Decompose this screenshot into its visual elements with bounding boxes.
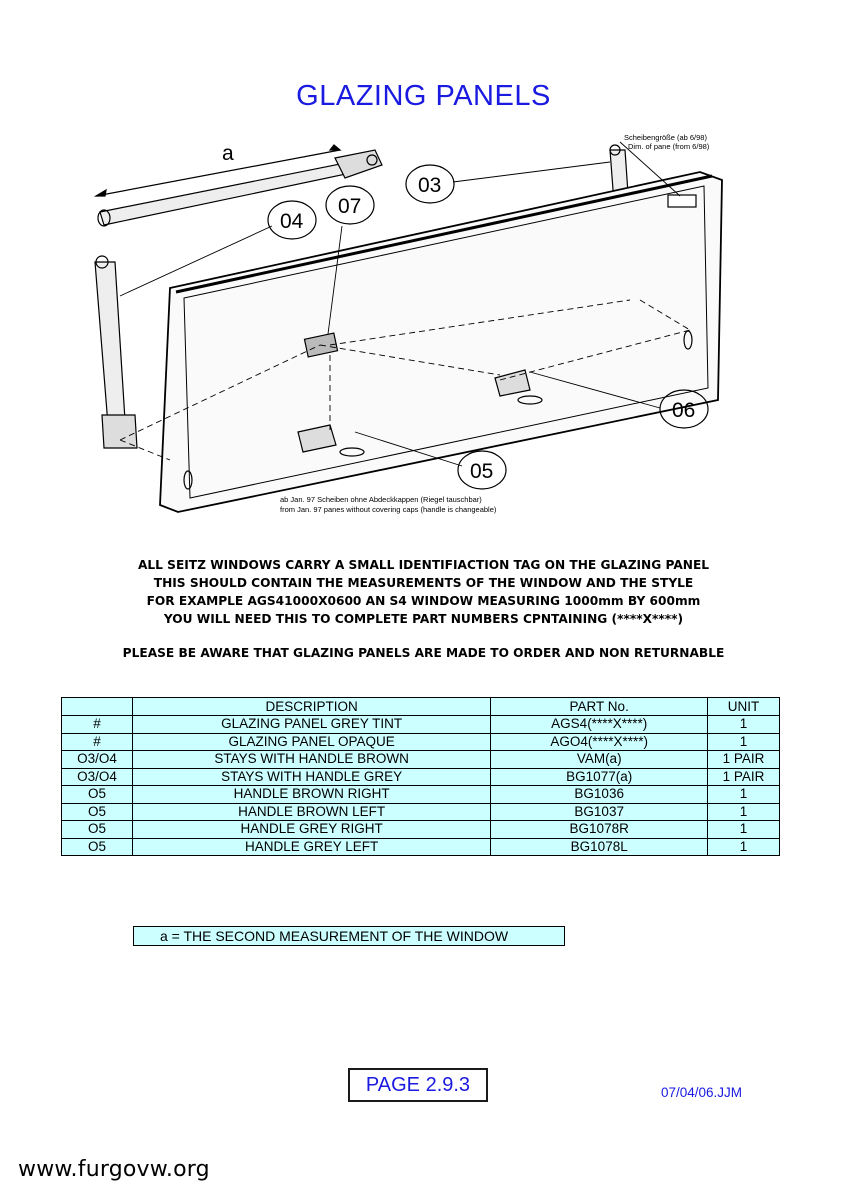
cell-unit: 1 [708,838,780,856]
cell-description: STAYS WITH HANDLE GREY [132,768,490,786]
cell-description: GLAZING PANEL OPAQUE [132,733,490,751]
cell-part-no: AGS4(****X****) [491,716,708,734]
table-header-row [62,698,780,716]
cell-ref: O5 [62,786,133,804]
cell-description: STAYS WITH HANDLE BROWN [132,751,490,769]
cell-part-no: BG1036 [491,786,708,804]
note-line: YOU WILL NEED THIS TO COMPLETE PART NUMBERS CPNTAINING (****X****) [163,612,684,626]
cell-ref: O5 [62,838,133,856]
table-row [62,838,780,856]
page-number-box: PAGE 2.9.3 [348,1068,488,1102]
header-unit: UNIT [708,698,780,716]
table-row [62,733,780,751]
window-exploded-diagram [0,0,847,530]
note-line: FOR EXAMPLE AGS41000X0600 AN S4 WINDOW MEASURING 1000mm BY 600mm [146,594,701,608]
cell-unit: 1 [708,786,780,804]
cell-ref: # [62,733,133,751]
left-stay-icon [95,256,137,448]
cell-description: HANDLE GREY LEFT [132,838,490,856]
note-line: ALL SEITZ WINDOWS CARRY A SMALL IDENTIFIACTION TAG ON THE GLAZING PANEL [137,558,710,572]
table-row [62,786,780,804]
cell-part-no: BG1037 [491,803,708,821]
cell-unit: 1 [708,821,780,839]
cell-part-no: AGO4(****X****) [491,733,708,751]
dimension-label: a [222,142,234,165]
cell-part-no: BG1077(a) [491,768,708,786]
site-watermark: www.furgovw.org [18,1157,210,1182]
measurement-a-note [133,926,565,946]
cell-part-no: BG1078R [491,821,708,839]
caption-de: ab Jan. 97 Scheiben ohne Abdeckkappen (Riegel tauschbar) [280,495,482,504]
revision-date: 07/04/06.JJM [661,1085,743,1100]
cell-unit: 1 PAIR [708,751,780,769]
page-title: GLAZING PANELS [296,80,551,112]
callout-06-label: 06 [672,399,696,422]
dim-note-en: Dim. of pane (from 6/98) [628,142,710,151]
cell-description: GLAZING PANEL GREY TINT [132,716,490,734]
table-row [62,768,780,786]
cell-unit: 1 [708,803,780,821]
caption-en: from Jan. 97 panes without covering caps (handle is changeable) [280,505,497,514]
header-part-no: PART No. [491,698,708,716]
non-returnable-warning: PLEASE BE AWARE THAT GLAZING PANELS ARE MADE TO ORDER AND NON RETURNABLE [122,646,725,660]
cell-description: HANDLE BROWN LEFT [132,803,490,821]
table-row [62,821,780,839]
dim-note-de: Scheibengröße (ab 6/98) [624,133,707,142]
cell-part-no: BG1078L [491,838,708,856]
glazing-panel-icon [160,172,722,512]
cell-description: HANDLE BROWN RIGHT [132,786,490,804]
cell-ref: O3/O4 [62,768,133,786]
callout-07-label: 07 [338,195,362,218]
callout-03-label: 03 [418,174,442,197]
callout-05-label: 05 [470,460,494,483]
header-description: DESCRIPTION [132,698,490,716]
cell-unit: 1 [708,716,780,734]
table-row [62,751,780,769]
cell-unit: 1 PAIR [708,768,780,786]
id-tag-notes [0,556,847,628]
cell-ref: O5 [62,803,133,821]
cell-ref: O5 [62,821,133,839]
table-row [62,716,780,734]
measurement-a-text: a = THE SECOND MEASUREMENT OF THE WINDOW [159,928,509,944]
cell-unit: 1 [708,733,780,751]
parts-table [61,697,780,856]
table-row [62,803,780,821]
cell-ref: O3/O4 [62,751,133,769]
note-line: THIS SHOULD CONTAIN THE MEASUREMENTS OF THE WINDOW AND THE STYLE [153,576,694,590]
callout-04-label: 04 [280,210,304,233]
header-ref [62,698,133,716]
cell-description: HANDLE GREY RIGHT [132,821,490,839]
cell-ref: # [62,716,133,734]
cell-part-no: VAM(a) [491,751,708,769]
